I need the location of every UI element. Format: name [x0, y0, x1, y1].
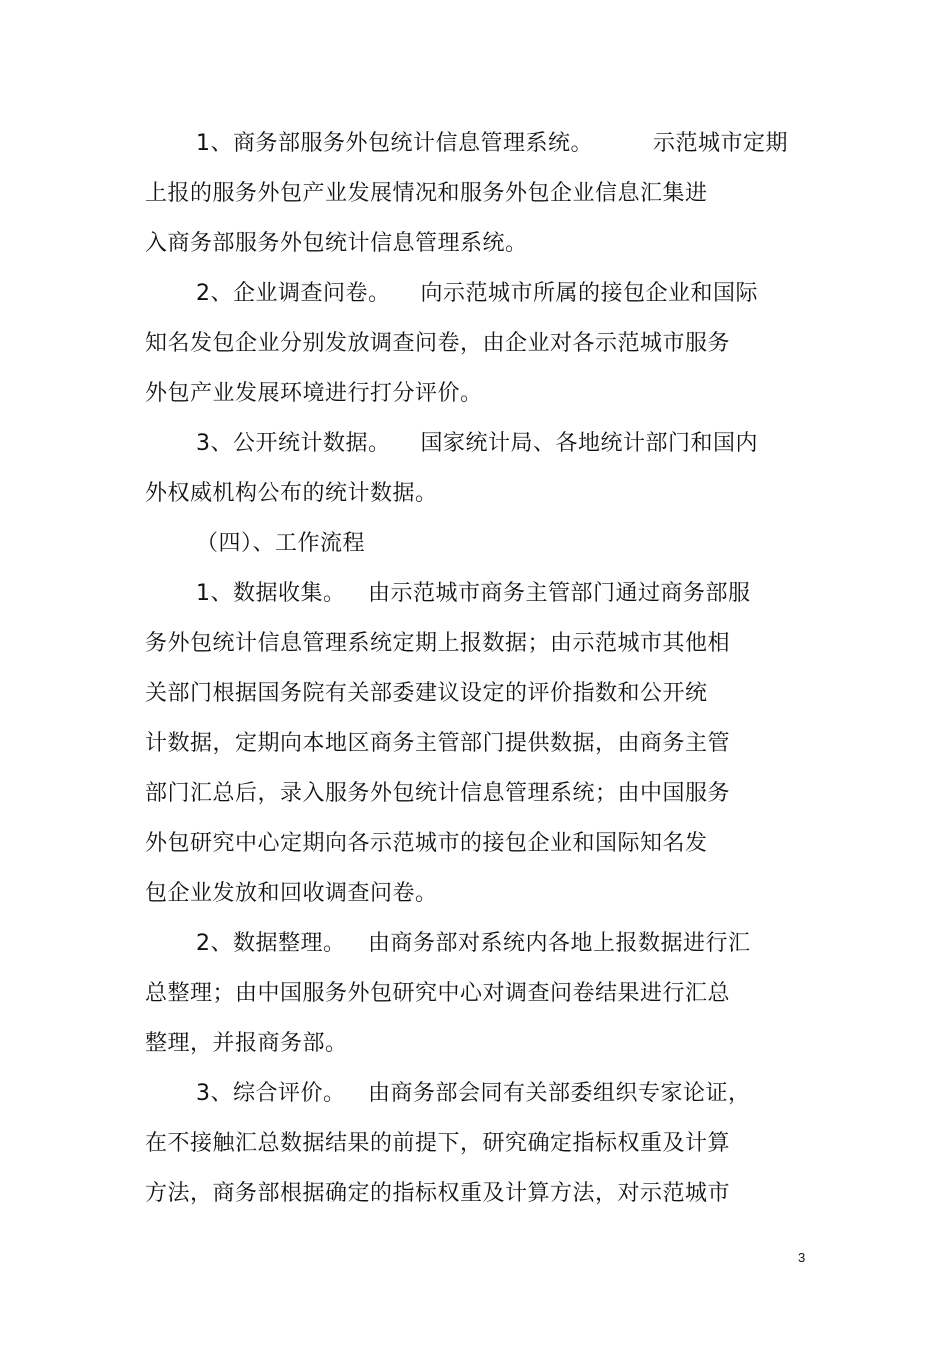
- paragraph-line: 知名发包企业分别发放调查问卷，由企业对各示范城市服务: [145, 331, 731, 356]
- paragraph-line: 1、数据收集。 由示范城市商务主管部门通过商务部服: [196, 581, 751, 606]
- paragraph-line: 外包产业发展环境进行打分评价。: [145, 381, 483, 406]
- paragraph-line: 务外包统计信息管理系统定期上报数据；由示范城市其他相: [145, 631, 731, 656]
- paragraph-line: 方法，商务部根据确定的指标权重及计算方法，对示范城市: [145, 1181, 731, 1206]
- paragraph-line: 外权威机构公布的统计数据。: [145, 481, 438, 506]
- paragraph-line: 总整理；由中国服务外包研究中心对调查问卷结果进行汇总: [145, 981, 731, 1006]
- paragraph-line: 2、企业调查问卷。 向示范城市所属的接包企业和国际: [196, 281, 758, 306]
- section-heading: （四）、工作流程: [196, 531, 366, 556]
- paragraph-line: 在不接触汇总数据结果的前提下，研究确定指标权重及计算: [145, 1131, 731, 1156]
- paragraph-line: 上报的服务外包产业发展情况和服务外包企业信息汇集进: [145, 181, 708, 206]
- paragraph-line: 整理，并报商务部。: [145, 1031, 348, 1056]
- paragraph-line: 入商务部服务外包统计信息管理系统。: [145, 231, 528, 256]
- paragraph-line: 包企业发放和回收调查问卷。: [145, 881, 438, 906]
- paragraph-line: 3、公开统计数据。 国家统计局、各地统计部门和国内: [196, 431, 758, 456]
- paragraph-line: 2、数据整理。 由商务部对系统内各地上报数据进行汇: [196, 931, 751, 956]
- paragraph-line: 外包研究中心定期向各示范城市的接包企业和国际知名发: [145, 831, 708, 856]
- paragraph-line: 1、商务部服务外包统计信息管理系统。 示范城市定期: [196, 131, 788, 156]
- page-number: 3: [798, 1250, 806, 1265]
- paragraph-line: 关部门根据国务院有关部委建议设定的评价指数和公开统: [145, 681, 708, 706]
- paragraph-line: 计数据，定期向本地区商务主管部门提供数据，由商务主管: [145, 731, 731, 756]
- paragraph-line: 3、综合评价。 由商务部会同有关部委组织专家论证，: [196, 1081, 751, 1106]
- paragraph-line: 部门汇总后，录入服务外包统计信息管理系统；由中国服务: [145, 781, 731, 806]
